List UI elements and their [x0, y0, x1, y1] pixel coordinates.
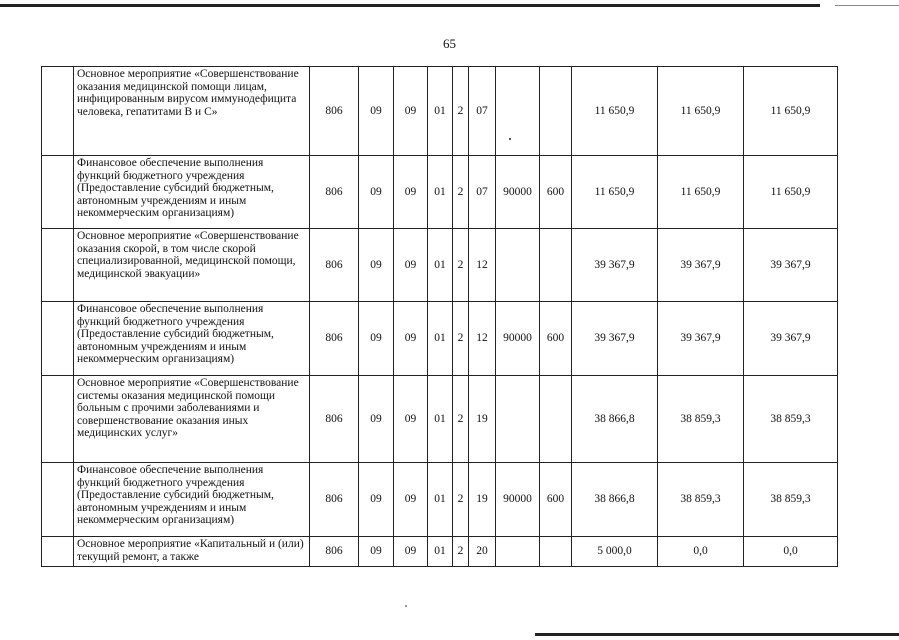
amount-year1: 11 650,9 — [572, 67, 658, 156]
amount-year2: 11 650,9 — [658, 156, 744, 229]
row-number-cell — [42, 463, 74, 537]
section-code: 09 — [359, 156, 394, 229]
table-row — [42, 376, 838, 463]
program-code: 01 — [428, 537, 453, 567]
subprogram-code: 2 — [453, 302, 469, 376]
subprogram-code: 2 — [453, 67, 469, 156]
amount-year1: 39 367,9 — [572, 229, 658, 302]
page-number: 65 — [443, 36, 456, 51]
amount-year2: 38 859,3 — [658, 376, 744, 463]
row-description: Финансовое обеспечение выполнения функций бюджетного учреждения (Предоставление субсидий бюджетным, автономным учреждениям и иным некоммерческим организациям) — [74, 156, 310, 229]
type-code: 600 — [540, 463, 572, 537]
chapter-code: 806 — [310, 156, 359, 229]
subprogram-code: 2 — [453, 537, 469, 567]
top-scan-border — [0, 4, 820, 7]
program-code: 01 — [428, 376, 453, 463]
subsection-code: 09 — [394, 67, 428, 156]
event-code: 20 — [469, 537, 496, 567]
chapter-code: 806 — [310, 67, 359, 156]
amount-year2: 39 367,9 — [658, 302, 744, 376]
amount-year2: 11 650,9 — [658, 67, 744, 156]
amount-year3: 39 367,9 — [744, 302, 838, 376]
amount-year3: 39 367,9 — [744, 229, 838, 302]
amount-year2: 0,0 — [658, 537, 744, 567]
top-scan-border-right — [835, 5, 899, 6]
section-code: 09 — [359, 463, 394, 537]
type-code — [540, 67, 572, 156]
program-code: 01 — [428, 67, 453, 156]
table-row — [42, 156, 838, 229]
row-number-cell — [42, 302, 74, 376]
amount-year1: 38 866,8 — [572, 376, 658, 463]
amount-year1: 5 000,0 — [572, 537, 658, 567]
section-code: 09 — [359, 302, 394, 376]
amount-year3: 11 650,9 — [744, 67, 838, 156]
section-code: 09 — [359, 537, 394, 567]
chapter-code: 806 — [310, 537, 359, 567]
amount-year2: 39 367,9 — [658, 229, 744, 302]
row-number-cell — [42, 156, 74, 229]
amount-year3: 38 859,3 — [744, 463, 838, 537]
subprogram-code: 2 — [453, 376, 469, 463]
row-number-cell — [42, 67, 74, 156]
program-code: 01 — [428, 156, 453, 229]
subsection-code: 09 — [394, 537, 428, 567]
amount-year1: 39 367,9 — [572, 302, 658, 376]
row-description: Основное мероприятие «Совершенствование системы оказания медицинской помощи больным с прочими заболеваниями и совершенствование оказания иных медицинских услуг» — [74, 376, 310, 463]
chapter-code: 806 — [310, 302, 359, 376]
subsection-code: 09 — [394, 376, 428, 463]
table-row — [42, 67, 838, 156]
section-code: 09 — [359, 67, 394, 156]
amount-year2: 38 859,3 — [658, 463, 744, 537]
subprogram-code: 2 — [453, 156, 469, 229]
expense-code: 90000 — [496, 156, 540, 229]
row-number-cell — [42, 229, 74, 302]
program-code: 01 — [428, 302, 453, 376]
row-number-cell — [42, 376, 74, 463]
amount-year1: 38 866,8 — [572, 463, 658, 537]
scan-speck — [509, 138, 511, 140]
table-row — [42, 302, 838, 376]
program-code: 01 — [428, 229, 453, 302]
amount-year3: 0,0 — [744, 537, 838, 567]
table-row — [42, 463, 838, 537]
expense-code — [496, 229, 540, 302]
row-description: Финансовое обеспечение выполнения функций бюджетного учреждения (Предоставление субсидий бюджетным, автономным учреждениям и иным некоммерческим организациям) — [74, 463, 310, 537]
subsection-code: 09 — [394, 463, 428, 537]
amount-year3: 11 650,9 — [744, 156, 838, 229]
subprogram-code: 2 — [453, 229, 469, 302]
event-code: 07 — [469, 156, 496, 229]
bottom-scan-border — [535, 633, 899, 636]
section-code: 09 — [359, 376, 394, 463]
type-code — [540, 229, 572, 302]
scan-speck — [405, 605, 407, 607]
event-code: 07 — [469, 67, 496, 156]
type-code: 600 — [540, 156, 572, 229]
section-code: 09 — [359, 229, 394, 302]
amount-year3: 38 859,3 — [744, 376, 838, 463]
table-row — [42, 537, 838, 567]
subsection-code: 09 — [394, 229, 428, 302]
expense-code: 90000 — [496, 302, 540, 376]
event-code: 19 — [469, 376, 496, 463]
row-number-cell — [42, 537, 74, 567]
event-code: 12 — [469, 229, 496, 302]
event-code: 12 — [469, 302, 496, 376]
expense-code — [496, 376, 540, 463]
amount-year1: 11 650,9 — [572, 156, 658, 229]
row-description: Финансовое обеспечение выполнения функций бюджетного учреждения (Предоставление субсидий бюджетным, автономным учреждениям и иным некоммерческим организациям) — [74, 302, 310, 376]
row-description: Основное мероприятие «Совершенствование оказания скорой, в том числе скорой специализированной, медицинской помощи, медицинской эвакуации» — [74, 229, 310, 302]
row-description: Основное мероприятие «Совершенствование оказания медицинской помощи лицам, инфицированным вирусом иммунодефицита человека, гепатитами В и С» — [74, 67, 310, 156]
program-code: 01 — [428, 463, 453, 537]
budget-table — [41, 66, 838, 567]
chapter-code: 806 — [310, 463, 359, 537]
type-code — [540, 376, 572, 463]
table-row — [42, 229, 838, 302]
row-description: Основное мероприятие «Капитальный и (или) текущий ремонт, а также — [74, 537, 310, 567]
expense-code — [496, 537, 540, 567]
type-code: 600 — [540, 302, 572, 376]
type-code — [540, 537, 572, 567]
chapter-code: 806 — [310, 376, 359, 463]
expense-code — [496, 67, 540, 156]
subprogram-code: 2 — [453, 463, 469, 537]
expense-code: 90000 — [496, 463, 540, 537]
chapter-code: 806 — [310, 229, 359, 302]
subsection-code: 09 — [394, 156, 428, 229]
event-code: 19 — [469, 463, 496, 537]
subsection-code: 09 — [394, 302, 428, 376]
